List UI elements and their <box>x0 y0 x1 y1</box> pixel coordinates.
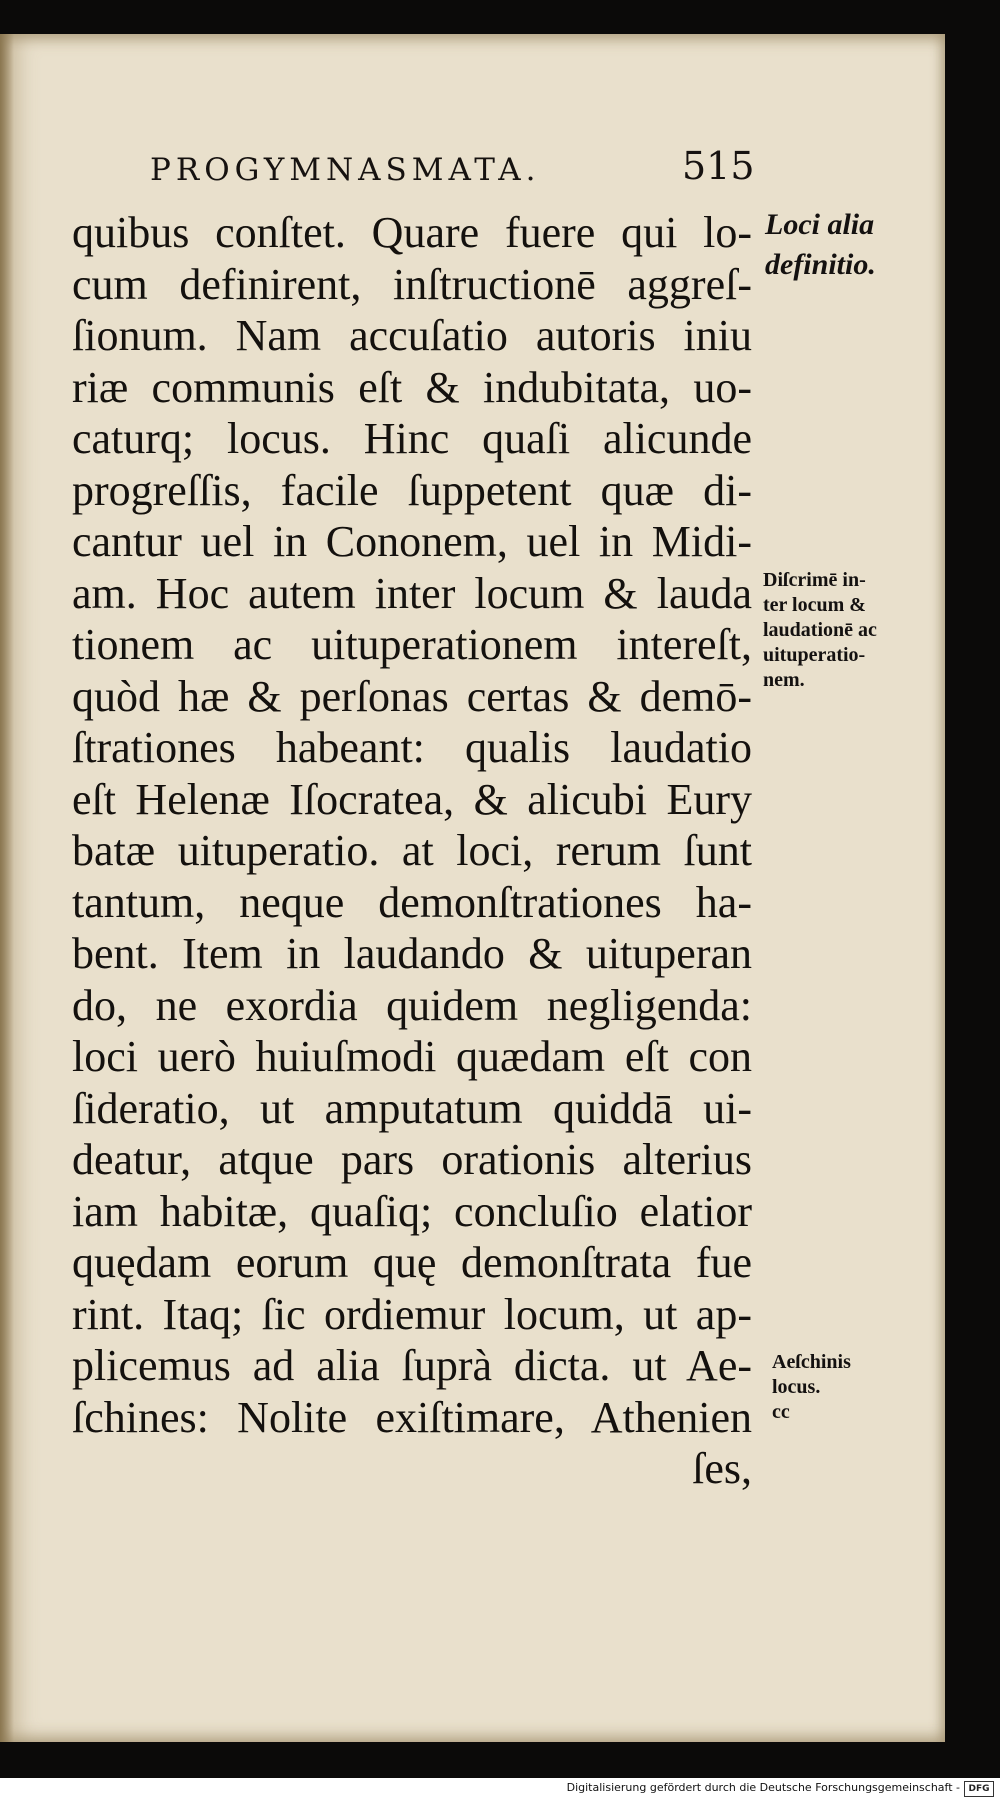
gloss-line: locus. <box>772 1376 821 1398</box>
text-line: bent. Item in laudando & uituperan <box>72 929 752 978</box>
text-line: caturq; locus. Hinc quaſi alicunde <box>72 414 752 463</box>
text-line: tantum, neque demonſtrationes ha- <box>72 877 752 927</box>
text-line: iam habitæ, quaſiq; concluſio elatior <box>72 1186 752 1236</box>
text-line: quędam eorum quę demonſtrata fue <box>72 1238 752 1287</box>
marginal-gloss-distinction <box>763 568 877 693</box>
text-line: do, ne exordia quidem negligenda: <box>72 980 752 1030</box>
text-line: eſt Helenæ Iſocratea, & alicubi Eury <box>72 774 752 824</box>
running-head: PROGYMNASMATA. <box>150 152 541 188</box>
marginal-gloss-aeschines <box>772 1350 851 1425</box>
funding-credit: Digitalisierung gefördert durch die Deutsche Forschungsgemeinschaft - <box>566 1781 960 1794</box>
text-line: ſideratio, ut amputatum quiddā ui- <box>72 1083 752 1133</box>
text-line: am. Hoc autem inter locum & lauda <box>72 568 752 618</box>
text-line: cum definirent, inſtructionē aggreſ- <box>72 259 752 309</box>
gloss-line: cc <box>772 1401 790 1423</box>
text-line: ſionum. Nam accuſatio autoris iniu <box>72 311 752 360</box>
gloss-line: laudationē ac <box>763 619 877 641</box>
text-line: cantur uel in Cononem, uel in Midi- <box>72 517 752 566</box>
gloss-line: definitio. <box>765 248 876 281</box>
catchword: ſes, <box>692 1444 752 1493</box>
gloss-line: Aeſchinis <box>772 1351 851 1373</box>
marginal-gloss-definition <box>765 205 876 285</box>
body-text <box>72 207 752 1495</box>
gloss-line: nem. <box>763 669 805 691</box>
text-line: rint. Itaq; ſic ordiemur locum, ut ap- <box>72 1289 752 1339</box>
text-line: loci uerò huiuſmodi quædam eſt con <box>72 1032 752 1081</box>
text-line: progreſſis, facile ſuppetent quæ di- <box>72 465 752 515</box>
gloss-line: Diſcrimē in- <box>763 569 866 591</box>
text-line: ſtrationes habeant: qualis laudatio <box>72 723 752 772</box>
text-line: deatur, atque pars orationis alterius <box>72 1135 752 1184</box>
text-line: riæ communis eſt & indubitata, uo- <box>72 362 752 412</box>
text-line: tionem ac uituperationem intereſt, <box>72 620 752 669</box>
text-line: ſchines: Nolite exiſtimare, Athenien <box>72 1392 752 1442</box>
footer-bar <box>0 1778 1000 1800</box>
dfg-logo: DFG <box>964 1781 994 1797</box>
page-header <box>150 144 755 194</box>
gloss-line: Loci alia <box>765 208 875 241</box>
gloss-line: ter locum & <box>763 594 866 616</box>
gloss-line: uituperatio- <box>763 644 866 666</box>
spine-shadow <box>0 34 14 1742</box>
text-line: plicemus ad alia ſuprà dicta. ut Ae- <box>72 1341 752 1390</box>
text-line: quibus conſtet. Quare fuere qui lo- <box>72 208 752 257</box>
text-line: quòd hæ & perſonas certas & demō- <box>72 671 752 721</box>
page-number: 515 <box>682 144 755 188</box>
text-line: batæ uituperatio. at loci, rerum ſunt <box>72 826 752 875</box>
